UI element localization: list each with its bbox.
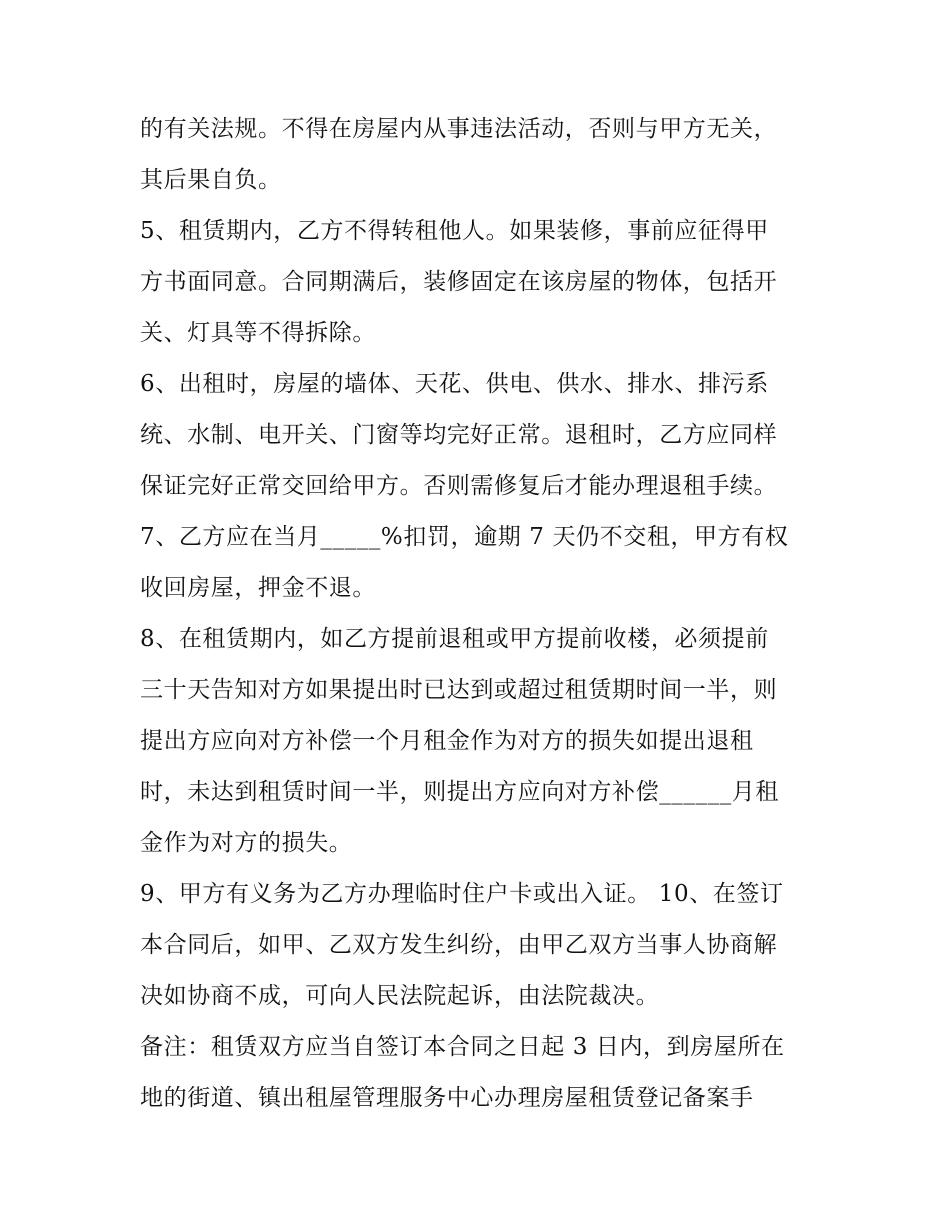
text-line: 方书面同意。合同期满后，装修固定在该房屋的物体，包括开	[140, 269, 778, 295]
clause-5-line: 5、租赁期内，乙方不得转租他人。如果装修，事前应征得甲	[140, 218, 769, 244]
text-line: 的有关法规。不得在房屋内从事违法活动，否则与甲方无关，	[140, 116, 778, 142]
document-body	[140, 104, 820, 1124]
text-line: 收回房屋，押金不退。	[140, 575, 376, 601]
clause-8-line: 8、在租赁期内，如乙方提前退租或甲方提前收楼，必须提前	[140, 626, 769, 652]
text-line: 保证完好正常交回给甲方。否则需修复后才能办理退租手续。	[140, 473, 778, 499]
text-line: 提出方应向对方补偿一个月租金作为对方的损失如提出退租	[140, 728, 754, 754]
text-line: 本合同后，如甲、乙双方发生纠纷，由甲乙双方当事人协商解	[140, 932, 778, 958]
text-line: 三十天告知对方如果提出时已达到或超过租赁期时间一半，则	[140, 677, 778, 703]
clause-6-line: 6、出租时，房屋的墙体、天花、供电、供水、排水、排污系	[140, 371, 769, 397]
text-line: 地的街道、镇出租屋管理服务中心办理房屋租赁登记备案手	[140, 1085, 754, 1111]
text-line: 决如协商不成，可向人民法院起诉，由法院裁决。	[140, 983, 660, 1009]
clause-7-line: 7、乙方应在当月_____%扣罚，逾期 7 天仍不交租，甲方有权	[140, 524, 789, 550]
clause-9-line: 9、甲方有义务为乙方办理临时住户卡或出入证。 10、在签订	[140, 881, 784, 907]
text-line: 关、灯具等不得拆除。	[140, 320, 376, 346]
text-line: 统、水制、电开关、门窗等均完好正常。退租时，乙方应同样	[140, 422, 778, 448]
text-line: 其后果自负。	[140, 167, 282, 193]
text-line: 时，未达到租赁时间一半，则提出方应向对方补偿______月租	[140, 779, 779, 805]
text-line: 金作为对方的损失。	[140, 830, 353, 856]
remark-line: 备注：租赁双方应当自签订本合同之日起 3 日内，到房屋所在	[140, 1034, 785, 1060]
